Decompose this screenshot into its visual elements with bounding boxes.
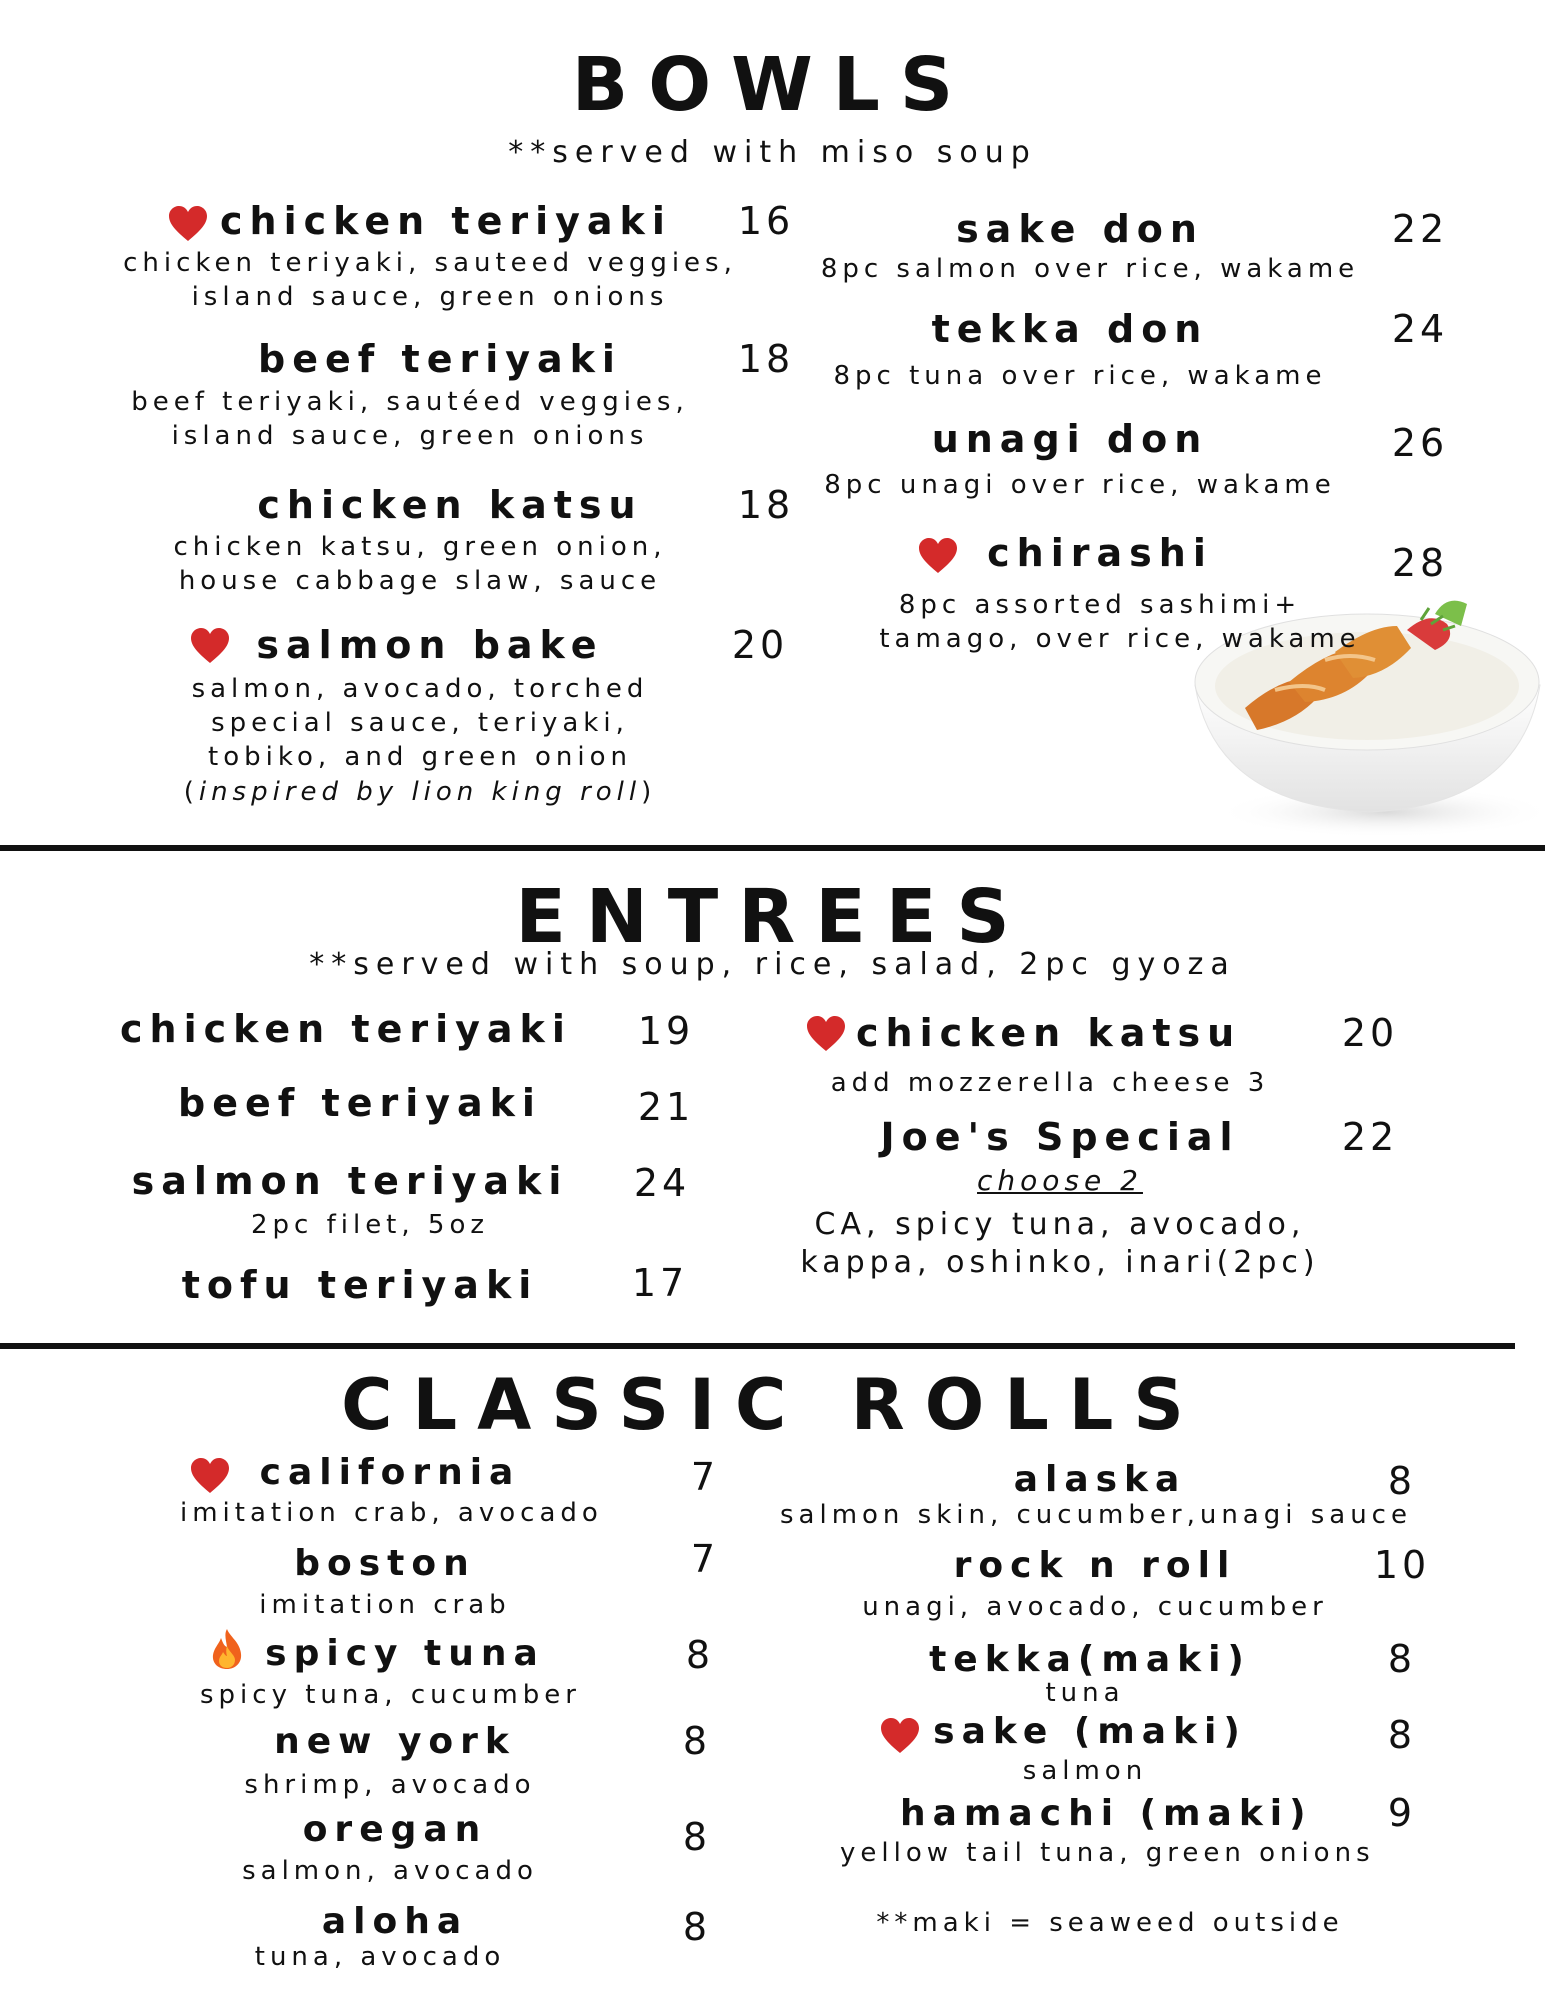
roll-hamachi-maki-desc: yellow tail tuna, green onions: [840, 1838, 1375, 1868]
roll-california-price: 7: [690, 1455, 720, 1499]
bowl-salmon-bake-note: (inspired by lion king roll): [183, 777, 657, 807]
bowl-sake-don-desc: 8pc salmon over rice, wakame: [820, 254, 1360, 284]
bowl-beef-teriyaki-desc-1: beef teriyaki, sautéed veggies,: [131, 387, 689, 417]
fire-icon: [210, 1628, 244, 1670]
bowls-subtitle: **served with miso soup: [508, 135, 1037, 170]
roll-sake-maki-desc: salmon: [1022, 1756, 1148, 1786]
bowl-chicken-katsu-desc-2: house cabbage slaw, sauce: [178, 566, 662, 596]
maki-note: **maki = seaweed outside: [876, 1908, 1344, 1938]
entree-beef-teriyaki-price: 21: [637, 1085, 695, 1129]
section-divider: [0, 845, 1545, 851]
roll-california-name: california: [259, 1452, 521, 1493]
bowl-chicken-teriyaki-desc-1: chicken teriyaki, sauteed veggies,: [123, 248, 737, 278]
roll-new-york-price: 8: [682, 1719, 712, 1763]
entree-tofu-teriyaki-price: 17: [631, 1261, 689, 1305]
entree-salmon-teriyaki-name: salmon teriyaki: [131, 1159, 569, 1203]
bowl-sake-don-name: sake don: [956, 207, 1204, 251]
roll-oregan-name: oregan: [302, 1809, 488, 1850]
entree-joes-special-desc-2: kappa, oshinko, inari(2pc): [800, 1245, 1320, 1280]
entree-chicken-katsu-desc: add mozzerella cheese 3: [830, 1068, 1270, 1098]
bowl-beef-teriyaki-desc-2: island sauce, green onions: [171, 421, 649, 451]
bowl-chicken-katsu-name: chicken katsu: [257, 483, 643, 527]
roll-boston-name: boston: [294, 1543, 476, 1584]
bowl-chicken-teriyaki-desc-2: island sauce, green onions: [191, 282, 669, 312]
roll-oregan-price: 8: [682, 1815, 712, 1859]
heart-icon: [880, 1718, 920, 1754]
roll-alaska-desc: salmon skin, cucumber,unagi sauce: [780, 1500, 1412, 1530]
heart-icon: [190, 628, 230, 664]
bowl-chirashi-desc-2: tamago, over rice, wakame: [879, 624, 1361, 654]
roll-hamachi-maki-name: hamachi (maki): [900, 1793, 1313, 1834]
roll-oregan-desc: salmon, avocado: [242, 1856, 538, 1886]
heart-icon: [806, 1016, 846, 1052]
bowl-chirashi-desc-1: 8pc assorted sashimi+: [898, 590, 1302, 620]
bowl-beef-teriyaki-name: beef teriyaki: [258, 337, 622, 381]
bowl-unagi-don-name: unagi don: [931, 417, 1209, 461]
entree-chicken-teriyaki-name: chicken teriyaki: [120, 1007, 572, 1051]
entree-joes-special-price: 22: [1341, 1115, 1399, 1159]
bowl-beef-teriyaki-price: 18: [737, 337, 795, 381]
section-divider: [0, 1343, 1515, 1349]
roll-boston-desc: imitation crab: [259, 1590, 511, 1620]
roll-rock-n-roll-price: 10: [1373, 1543, 1431, 1587]
entree-beef-teriyaki-name: beef teriyaki: [178, 1081, 542, 1125]
bowl-unagi-don-price: 26: [1391, 421, 1449, 465]
bowl-tekka-don-desc: 8pc tuna over rice, wakame: [833, 361, 1327, 391]
entree-joes-special-choose: choose 2: [977, 1164, 1143, 1197]
roll-spicy-tuna-price: 8: [685, 1633, 715, 1677]
bowl-sake-don-price: 22: [1391, 207, 1449, 251]
roll-alaska-price: 8: [1387, 1459, 1417, 1503]
entree-joes-special-name: Joe's Special: [880, 1115, 1240, 1159]
bowl-chicken-teriyaki-price: 16: [737, 199, 795, 243]
roll-new-york-name: new york: [274, 1721, 516, 1762]
roll-new-york-desc: shrimp, avocado: [244, 1770, 536, 1800]
roll-aloha-desc: tuna, avocado: [254, 1942, 506, 1972]
rolls-title: CLASSIC ROLLS: [341, 1364, 1204, 1446]
entree-salmon-teriyaki-price: 24: [633, 1161, 691, 1205]
roll-tekka-maki-price: 8: [1387, 1637, 1417, 1681]
heart-icon: [168, 206, 208, 242]
roll-sake-maki-name: sake (maki): [933, 1711, 1247, 1752]
bowl-chirashi-name: chirashi: [987, 531, 1213, 575]
roll-spicy-tuna-desc: spicy tuna, cucumber: [200, 1680, 581, 1710]
heart-icon: [190, 1458, 230, 1494]
bowl-salmon-bake-desc-2: special sauce, teriyaki,: [211, 708, 629, 738]
bowl-chirashi-price: 28: [1391, 541, 1449, 585]
bowl-salmon-bake-note-text: inspired by lion king roll: [198, 777, 642, 807]
bowl-chicken-teriyaki-name: chicken teriyaki: [220, 199, 672, 243]
roll-aloha-name: aloha: [321, 1901, 469, 1942]
roll-tekka-maki-desc: tuna: [1045, 1678, 1125, 1708]
entree-salmon-teriyaki-desc: 2pc filet, 5oz: [250, 1210, 490, 1240]
bowl-tekka-don-name: tekka don: [931, 307, 1209, 351]
entree-chicken-katsu-price: 20: [1341, 1011, 1399, 1055]
entree-chicken-katsu-name: chicken katsu: [856, 1011, 1242, 1055]
bowl-chicken-katsu-price: 18: [737, 483, 795, 527]
bowl-salmon-bake-price: 20: [731, 623, 789, 667]
bowl-chicken-katsu-desc-1: chicken katsu, green onion,: [173, 532, 667, 562]
roll-rock-n-roll-name: rock n roll: [953, 1545, 1237, 1586]
roll-rock-n-roll-desc: unagi, avocado, cucumber: [862, 1592, 1328, 1622]
bowl-tekka-don-price: 24: [1391, 307, 1449, 351]
bowl-unagi-don-desc: 8pc unagi over rice, wakame: [824, 470, 1336, 500]
roll-aloha-price: 8: [682, 1905, 712, 1949]
roll-hamachi-maki-price: 9: [1387, 1791, 1417, 1835]
entrees-title: ENTREES: [515, 874, 1030, 960]
entrees-subtitle: **served with soup, rice, salad, 2pc gyoza: [309, 947, 1236, 982]
entree-tofu-teriyaki-name: tofu teriyaki: [181, 1263, 539, 1307]
roll-alaska-name: alaska: [1013, 1459, 1187, 1500]
bowls-title: BOWLS: [571, 42, 974, 128]
roll-tekka-maki-name: tekka(maki): [929, 1639, 1251, 1680]
entree-chicken-teriyaki-price: 19: [637, 1009, 695, 1053]
bowl-salmon-bake-desc-3: tobiko, and green onion: [208, 742, 632, 772]
entree-joes-special-desc-1: CA, spicy tuna, avocado,: [814, 1207, 1306, 1242]
roll-spicy-tuna-name: spicy tuna: [265, 1633, 545, 1674]
roll-sake-maki-price: 8: [1387, 1713, 1417, 1757]
roll-california-desc: imitation crab, avocado: [180, 1498, 603, 1528]
roll-boston-price: 7: [690, 1537, 720, 1581]
bowl-salmon-bake-name: salmon bake: [256, 623, 604, 667]
bowl-salmon-bake-desc-1: salmon, avocado, torched: [191, 674, 649, 704]
heart-icon: [918, 538, 958, 574]
